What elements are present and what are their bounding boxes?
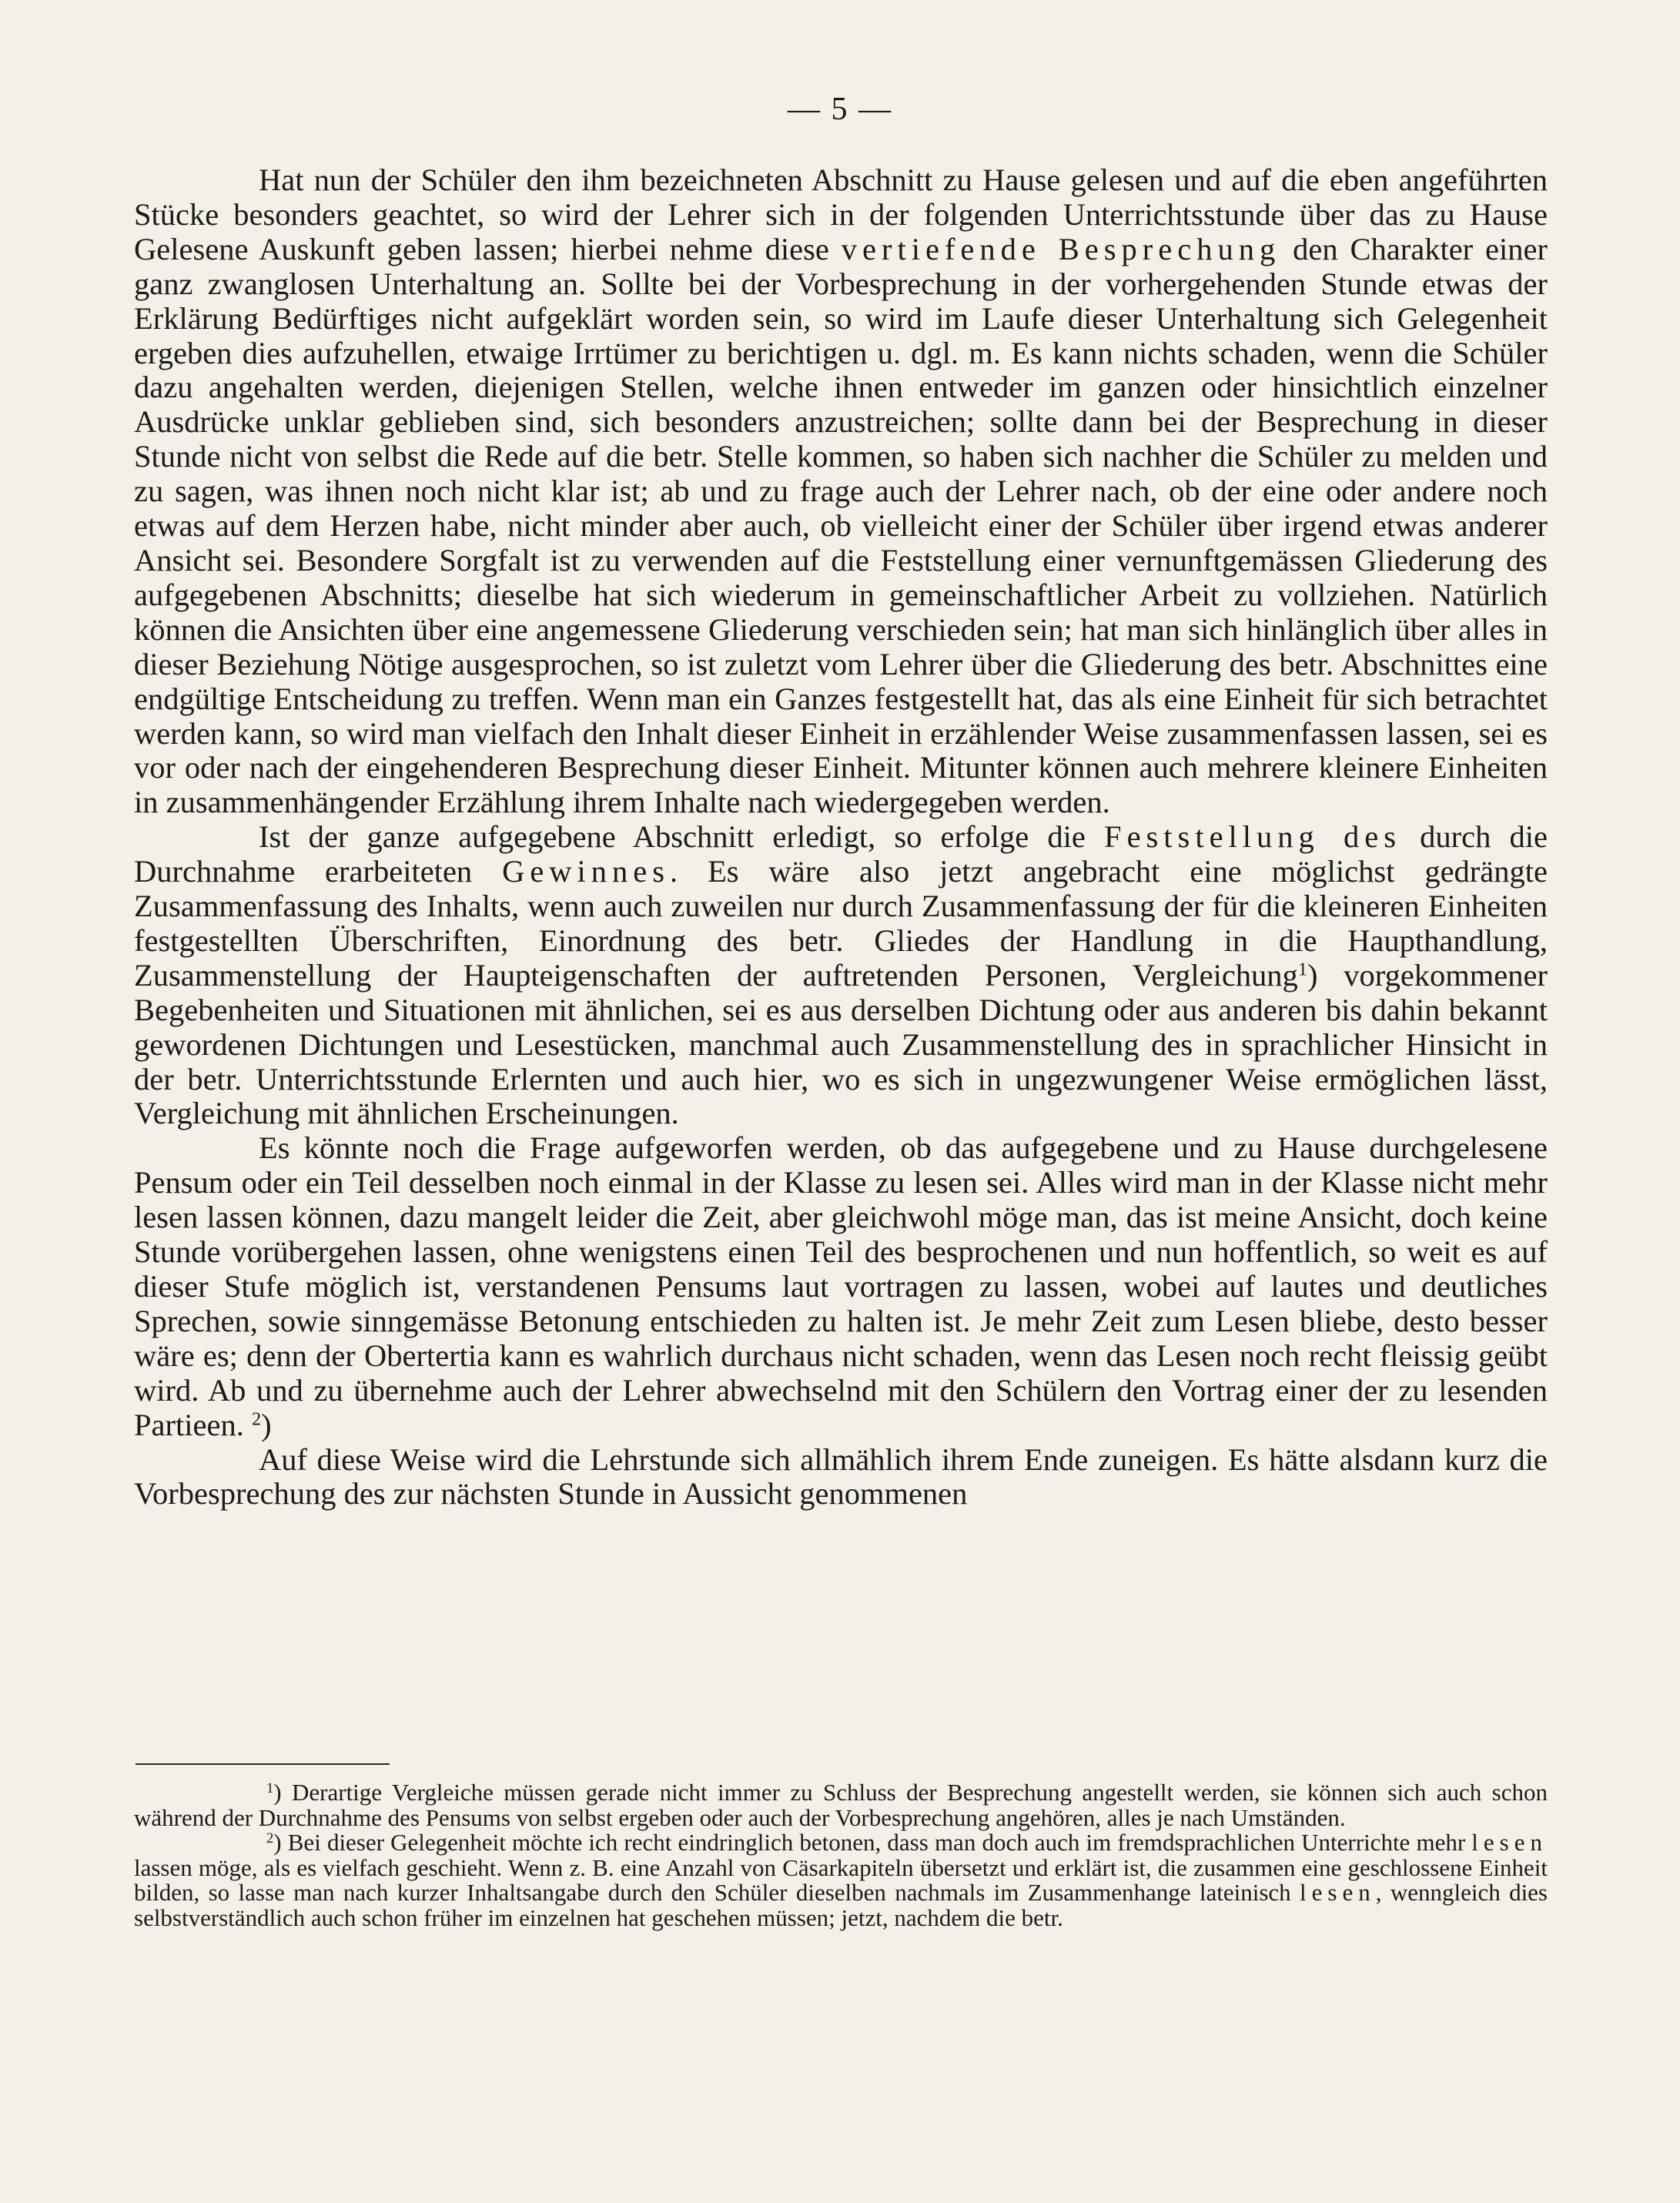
- paragraph-2: [134, 820, 1548, 1131]
- paragraph-3-text-b: ): [261, 1407, 272, 1442]
- paragraph-1: [134, 163, 1548, 820]
- footnote-ref-1: 1: [1297, 959, 1307, 980]
- emphasis-gewinnes: Gewinnes: [502, 854, 671, 889]
- paragraph-3-text-a: Es könnte noch die Frage aufgeworfen werden, ob das aufgegebene und zu Hause durchgelesene Pensum oder ein Teil desselben noch einmal in der Klasse zu lesen sei. Alles wird man in der Klasse nicht mehr lesen lassen können, dazu mangelt leider die Zeit, aber gleichwohl möge man, das ist meine Ansicht, doch keine Stunde vorübergehen lassen, ohne wenigstens einen Teil des besprochenen und nun hoffentlich, so weit es auf dieser Stufe möglich ist, verstandenen Pensums laut vortragen zu lassen, wobei auf lautes und deutliches Sprechen, sowie sinngemässe Betonung entschieden zu halten ist. Je mehr Zeit zum Lesen bliebe, desto besser wäre es; denn der Obertertia kann es wahrlich durchaus nicht schaden, wenn das Lesen noch recht fleissig geübt wird. Ab und zu übernehme auch der Lehrer abwechselnd mit den Schülern den Vortrag einer der zu lesenden Partieen.: [134, 1130, 1548, 1442]
- emphasis-vertiefende-besprechung: vertiefende Besprechung: [841, 231, 1281, 266]
- footnote-2: [134, 1830, 1548, 1930]
- footnote-1-text: ) Derartige Vergleiche müssen gerade nicht immer zu Schluss der Besprechung angestellt werden, sie können sich auch schon während der Durchnahme des Pensums von selbst ergeben oder auch der Vorbesprechung angehören, alles je nach Umständen.: [134, 1779, 1548, 1831]
- footnotes: [134, 1780, 1548, 1930]
- footnote-1-mark: 1: [266, 1779, 274, 1796]
- paragraph-4-text-a: Auf diese Weise wird die Lehrstunde sich allmählich ihrem Ende zuneigen. Es hätte alsdann kurz die Vorbesprechung des zur nächsten Stunde in Aussicht genommenen: [134, 1441, 1548, 1512]
- page-number: — 5 —: [788, 92, 892, 127]
- paragraph-1-text-a: Hat nun der Schüler den ihm bezeichneten Abschnitt zu Hause gelesen und auf die eben angeführten Stücke besonders geachtet, so wird der Lehrer sich in der folgenden Unterrichtsstunde über das zu Hause Gelesene Auskunft geben lassen; hierbei nehme diese: [134, 162, 1548, 266]
- paragraph-3: [134, 1131, 1548, 1442]
- footnote-2-text-c: lassen möge, als es vielfach geschieht. Wenn z. B. eine Anzahl von Cäsarkapiteln übersetzt und erklärt ist, die zusammen eine geschlossene Einheit bilden, so lasse man nach kurzer Inhaltsangabe durch den Schüler dieselben nachmals im Zusammenhange lateinisch: [134, 1853, 1548, 1906]
- paragraph-2-text-c: durch die Durchnahme erarbeiteten: [134, 819, 1548, 889]
- footnote-2-text-a: ) Bei dieser Gelegenheit möchte ich recht eindringlich betonen, dass man doch auch im fremdsprachlichen Unterrichte mehr: [273, 1829, 1472, 1856]
- emphasis-lesen-2: lesen: [1300, 1879, 1376, 1906]
- paragraph-4: [134, 1443, 1548, 1512]
- paragraph-2-text-f: ) vorgekommener Begebenheiten und Situationen mit ähnlichen, sei es aus derselben Dichtung oder aus anderen bis dahin bekannt gewordenen Dichtungen und Lesestücken, manchmal auch Zusammenstellung des in sprachlicher Hinsicht in der betr. Unterrichtsstunde Erlernten und auch hier, wo es sich in ungezwungener Weise ermöglichen lässt, Vergleichung mit ähnlichen Erscheinungen.: [134, 957, 1548, 1131]
- paragraph-2-text-a: Ist der ganze aufgegebene Abschnitt erledigt, so erfolge die: [259, 819, 1105, 855]
- emphasis-lesen-1: lesen: [1471, 1829, 1548, 1856]
- paragraph-2-text-e: . Es wäre also jetzt angebracht eine möglichst gedrängte Zusammenfassung des Inhalts, wenn auch zuweilen nur durch Zusammenfassung der für die kleineren Einheiten festgestellten Überschriften, Einordnung des betr. Gliedes der Handlung in die Haupthandlung, Zusammenstellung der Haupteigenschaften der auftretenden Personen, Vergleichung: [134, 854, 1548, 993]
- body-text: [134, 163, 1548, 1512]
- paragraph-1-text-c: den Charakter einer ganz zwanglosen Unterhaltung an. Sollte bei der Vorbesprechung in der vorhergehenden Stunde etwas der Erklärung Bedürftiges nicht aufgeklärt worden sein, so wird im Laufe dieser Unterhaltung sich Gelegenheit ergeben dies aufzuhellen, etwaige Irrtümer zu berichtigen u. dgl. m. Es kann nichts schaden, wenn die Schüler dazu angehalten werden, diejenigen Stellen, welche ihnen entweder im ganzen oder hinsichtlich einzelner Ausdrücke unklar geblieben sind, sich besonders anzustreichen; sollte dann bei der Besprechung in dieser Stunde nicht von selbst die Rede auf die betr. Stelle kommen, so haben sich nachher die Schüler zu melden und zu sagen, was ihnen noch nicht klar ist; ab und zu frage auch der Lehrer nach, ob der eine oder andere noch etwas auf dem Herzen habe, nicht minder aber auch, ob vielleicht einer der Schüler über irgend etwas anderer Ansicht sei. Besondere Sorgfalt ist zu verwenden auf die Feststellung einer vernunftgemässen Gliederung des aufgegebenen Abschnitts; dieselbe hat sich wiederum in gemeinschaftlicher Arbeit zu vollziehen. Natürlich können die Ansichten über eine angemessene Gliederung verschieden sein; hat man sich hinlänglich über alles in dieser Beziehung Nötige ausgesprochen, so ist zuletzt vom Lehrer über die Gliederung des betr. Abschnittes eine endgültige Entscheidung zu treffen. Wenn man ein Ganzes festgestellt hat, das als eine Einheit für sich betrachtet werden kann, so wird man vielfach den Inhalt dieser Einheit in erzählender Weise zusammenfassen lassen, sei es vor oder nach der eingehenderen Besprechung dieser Einheit. Mitunter können auch mehrere kleinere Einheiten in zusammenhängender Erzählung ihrem Inhalte nach wiedergegeben werden.: [134, 231, 1548, 820]
- footnote-divider: [136, 1763, 390, 1765]
- emphasis-feststellung-des: Feststellung des: [1104, 819, 1401, 855]
- footnote-ref-2: 2: [251, 1408, 262, 1430]
- footnote-2-text-e: , wenngleich dies selbstverständlich auch schon früher im einzelnen hat geschehen müssen; jetzt, nachdem die betr.: [134, 1879, 1548, 1931]
- footnote-2-mark: 2: [266, 1830, 274, 1846]
- footnote-1: [134, 1780, 1548, 1830]
